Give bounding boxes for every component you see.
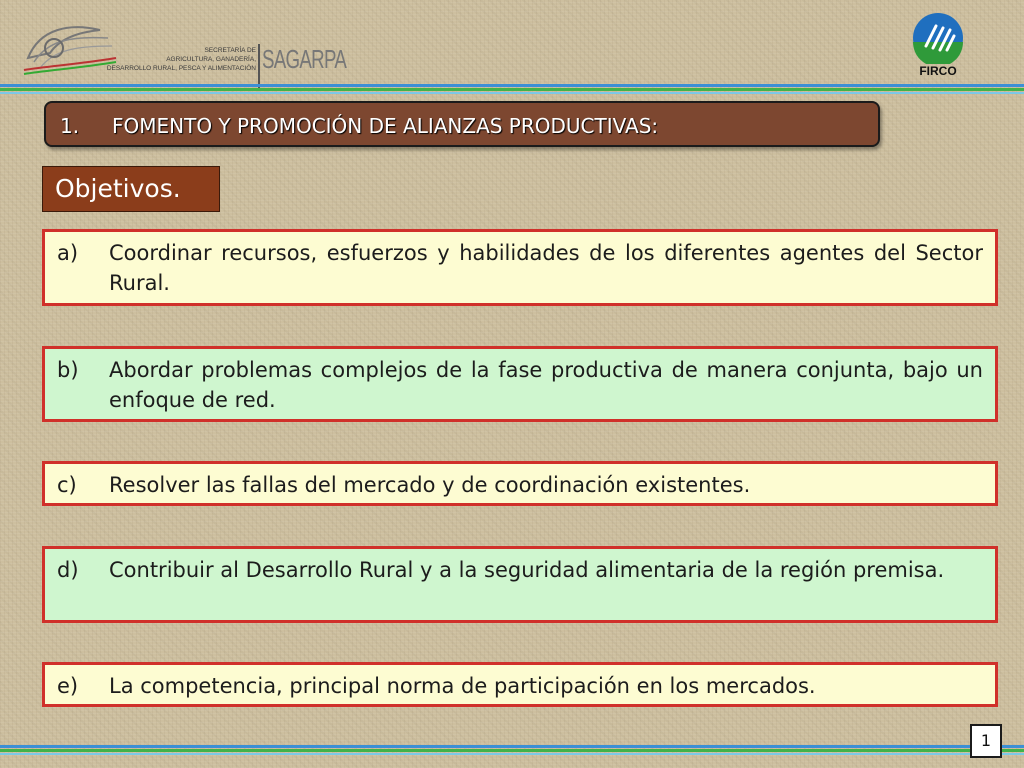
firco-logo: [908, 12, 968, 78]
section-title-bar: [44, 101, 880, 147]
header-stripes: [0, 84, 1024, 94]
objective-text: Abordar problemas complejos de la fase productiva de manera conjunta, bajo un enfoque de red.: [109, 358, 983, 412]
objective-letter: c): [57, 473, 77, 497]
sagarpa-divider: [258, 44, 260, 88]
sagarpa-wordmark: SAGARPA: [262, 44, 347, 74]
objective-c: [42, 461, 998, 506]
objectives-label-text: Objetivos.: [55, 174, 181, 203]
firco-wordmark: FIRCO: [919, 64, 957, 78]
slide-header: [0, 0, 1024, 84]
page-number: 1: [970, 724, 1002, 758]
objective-letter: a): [57, 241, 79, 265]
objective-text: La competencia, principal norma de participación en los mercados.: [109, 674, 816, 698]
sagarpa-line-2: AGRICULTURA, GANADERÍA,: [166, 56, 256, 63]
section-title: [60, 114, 658, 138]
objective-letter: e): [57, 674, 79, 698]
sagarpa-logo: [20, 18, 347, 78]
objective-a: [42, 229, 998, 306]
sagarpa-ministry-text: [90, 46, 256, 73]
sagarpa-line-3: DESARROLLO RURAL, PESCA Y ALIMENTACIÓN: [106, 65, 256, 72]
sagarpa-line-1: SECRETARÍA DE: [204, 47, 256, 54]
objective-e: [42, 662, 998, 707]
objective-text: Contribuir al Desarrollo Rural y a la seguridad alimentaria de la región premisa.: [109, 558, 945, 582]
section-number: 1.: [60, 114, 80, 138]
objective-d: [42, 546, 998, 623]
objective-letter: d): [57, 558, 79, 582]
objective-text: Resolver las fallas del mercado y de coordinación existentes.: [109, 473, 751, 497]
objective-b: [42, 346, 998, 422]
objectives-label: [42, 166, 220, 212]
objective-text: Coordinar recursos, esfuerzos y habilidades de los diferentes agentes del Sector Rural.: [109, 241, 983, 295]
footer-stripes: [0, 745, 1024, 755]
objective-letter: b): [57, 358, 79, 382]
section-title-text: FOMENTO Y PROMOCIÓN DE ALIANZAS PRODUCTIVAS:: [112, 114, 659, 138]
firco-emblem-icon: [912, 12, 964, 64]
